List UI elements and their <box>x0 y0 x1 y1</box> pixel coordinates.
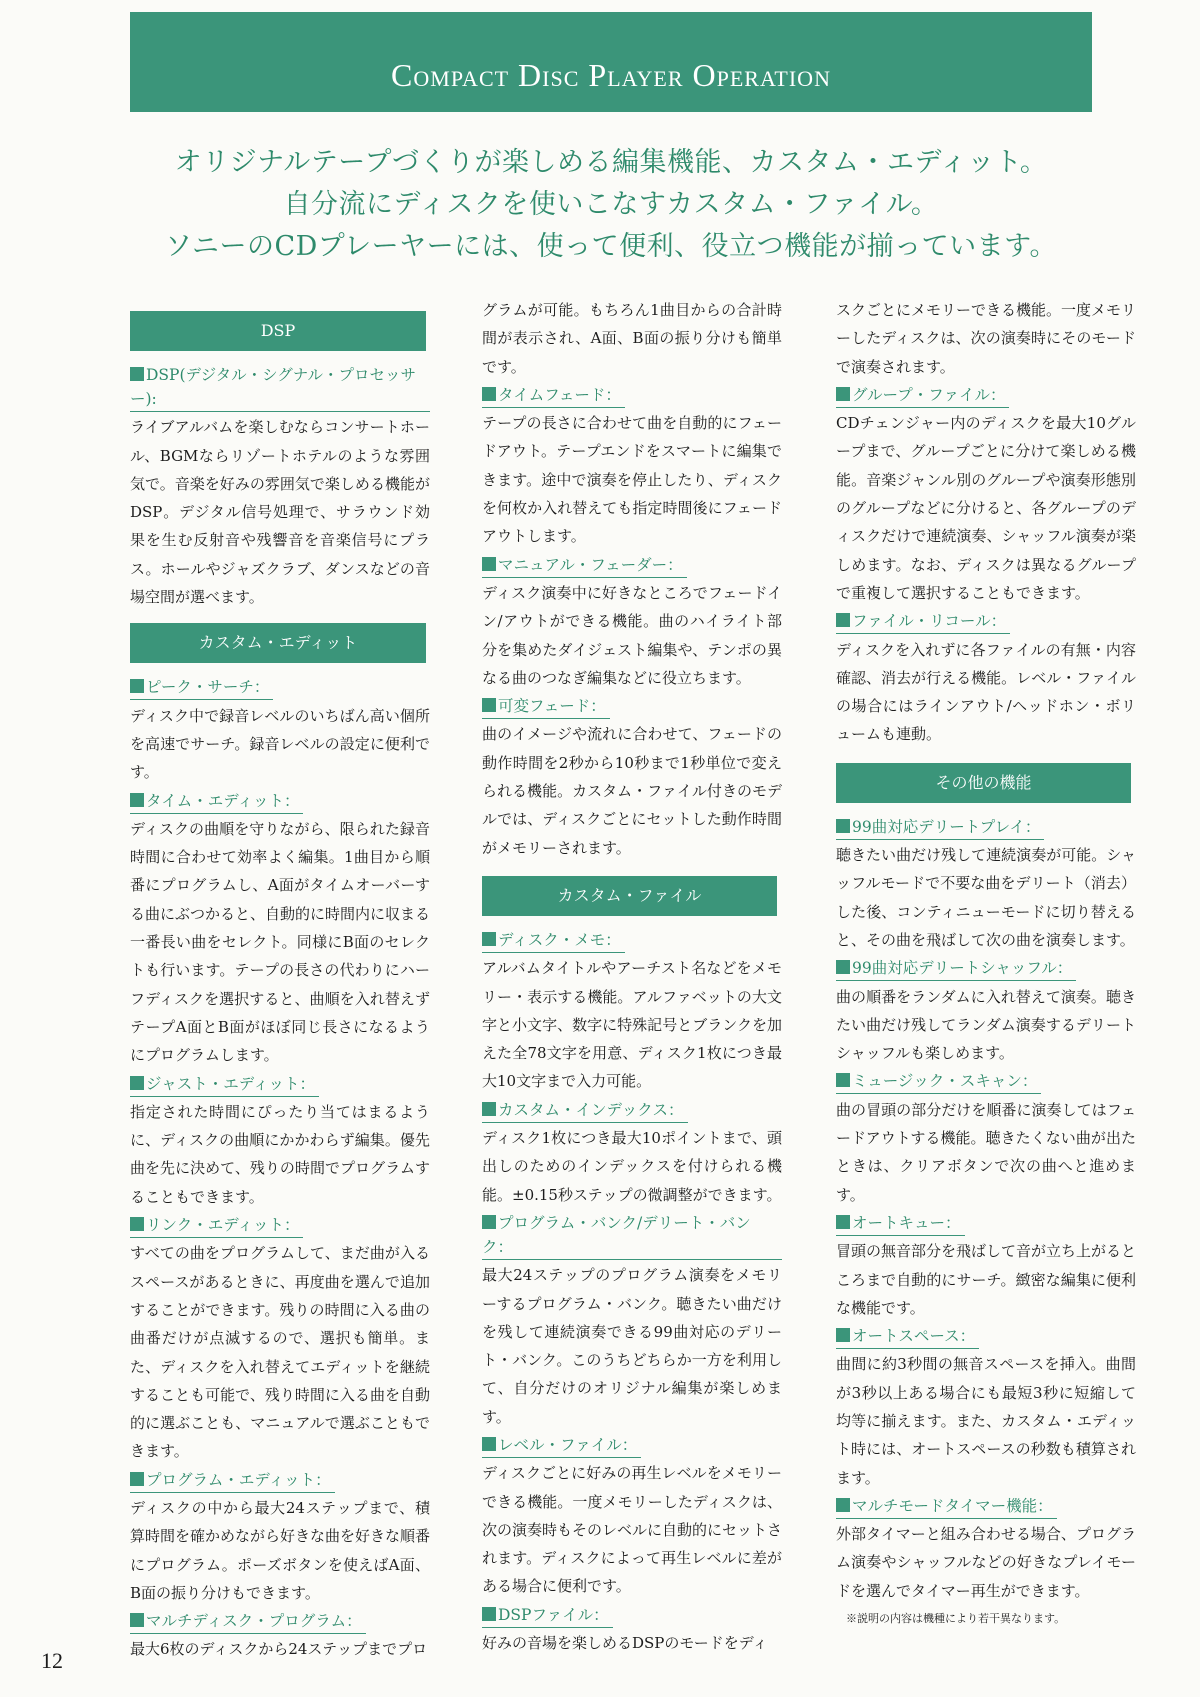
square-bullet-icon <box>482 557 496 571</box>
page-title: Compact Disc Player Operation <box>391 57 831 93</box>
feature-heading: マニュアル・フェーダー： <box>482 553 687 578</box>
feature-heading: カスタム・インデックス： <box>482 1098 688 1123</box>
feature-body: テープの長さに合わせて曲を自動的にフェードアウト。テープエンドをスマートに編集できます。途中で演奏を停止したり、ディスクを何枚か入れ替えても指定時間後にフェードアウトします。 <box>482 414 782 546</box>
feature-body: ディスク中で録音レベルのいちばん高い個所を高速でサーチ。録音レベルの設定に便利です。 <box>130 706 430 782</box>
lead-line: ソニーのCDプレーヤーには、使って便利、役立つ機能が揃っています。 <box>164 231 1058 262</box>
feature-body: 好みの音場を楽しめるDSPのモードをディ <box>482 1634 768 1653</box>
feature-body: 曲の順番をランダムに入れ替えて演奏。聴きたい曲だけ残してランダム演奏するデリートシャッフルも楽しめます。 <box>836 987 1136 1063</box>
column-2 <box>482 296 782 1657</box>
feature-body: 冒頭の無音部分を飛ばして音が立ち上がるところまで自動的にサーチ。緻密な編集に便利な機能です。 <box>836 1242 1137 1317</box>
feature-heading: DSP(デジタル・シグナル・プロセッサー): <box>130 363 430 412</box>
footnote: ※説明の内容は機種により若干異なります。 <box>846 1612 1066 1626</box>
section-header-other: その他の機能 <box>836 763 1131 803</box>
square-bullet-icon <box>482 932 496 946</box>
feature-heading: ミュージック・スキャン： <box>836 1069 1041 1094</box>
square-bullet-icon <box>130 679 144 693</box>
feature-heading: プログラム・バンク/デリート・バンク： <box>482 1211 782 1260</box>
column-1 <box>130 305 430 1664</box>
feature-heading: タイムフェード： <box>482 383 625 408</box>
feature-body: アルバムタイトルやアーチスト名などをメモリー・表示する機能。アルファベットの大文字と小文字、数字に特殊記号とブランクを加えた全78文字を用意、ディスク1枚につき最大10文字まで入力可能。 <box>482 959 782 1091</box>
square-bullet-icon <box>130 1472 144 1486</box>
square-bullet-icon <box>836 1498 850 1512</box>
square-bullet-icon <box>836 387 850 401</box>
square-bullet-icon <box>130 1217 144 1231</box>
feature-heading: ピーク・サーチ： <box>130 675 273 700</box>
feature-heading: マルチモードタイマー機能： <box>836 1494 1057 1519</box>
column-3 <box>836 296 1136 1629</box>
feature-heading: DSPファイル： <box>482 1603 613 1628</box>
square-bullet-icon <box>836 960 850 974</box>
feature-body: ディスク1枚につき最大10ポイントまで、頭出しのためのインデックスを付けられる機能。±0.15秒ステップの微調整ができます。 <box>482 1129 782 1204</box>
feature-body: 聴きたい曲だけ残して連続演奏が可能。シャッフルモードで不要な曲をデリート（消去）した後、コンティニューモードに切り替えると、その曲を飛ばして次の曲を演奏します。 <box>836 846 1136 949</box>
square-bullet-icon <box>482 1215 496 1229</box>
feature-body: CDチェンジャー内のディスクを最大10グループまで、グループごとに分けて楽しめる機能。音楽ジャンル別のグループや演奏形態別のグループなどに分けると、各グループのディスクだけで連続演奏、シャッフル演奏が楽しめます。なお、ディスクは異なるグループで重複して選択することもできます。 <box>836 414 1136 602</box>
square-bullet-icon <box>482 698 496 712</box>
square-bullet-icon <box>836 1328 850 1342</box>
feature-body: 外部タイマーと組み合わせる場合、プログラム演奏やシャッフルなどの好きなプレイモードを選んでタイマー再生ができます。 <box>836 1525 1136 1600</box>
feature-heading: グループ・ファイル： <box>836 383 1009 408</box>
square-bullet-icon <box>130 1076 144 1090</box>
feature-body: 曲間に約3秒間の無音スペースを挿入。曲間が3秒以上ある場合にも最短3秒に短縮して均等に揃えます。また、カスタム・エディット時には、オートスペースの秒数も積算されます。 <box>836 1355 1136 1487</box>
feature-body: ディスクごとに好みの再生レベルをメモリーできる機能。一度メモリーしたディスクは、次の演奏時もそのレベルに自動的にセットされます。ディスクによって再生レベルに差がある場合に便利です。 <box>482 1464 783 1596</box>
square-bullet-icon <box>482 1437 496 1451</box>
feature-heading: レベル・ファイル： <box>482 1433 641 1458</box>
feature-body: 指定された時間にぴったり当てはまるように、ディスクの曲順にかかわらず編集。優先曲を先に決めて、残りの時間でプログラムすることもできます。 <box>130 1102 430 1206</box>
square-bullet-icon <box>482 1607 496 1621</box>
section-header-custom-edit: カスタム・エディット <box>130 623 426 663</box>
square-bullet-icon <box>836 1073 850 1087</box>
feature-body: ディスク演奏中に好きなところでフェードイン/アウトができる機能。曲のハイライト部分を集めたダイジェスト編集や、テンポの異なる曲のつなぎ編集などに役立ちます。 <box>482 583 782 687</box>
feature-body: ディスクを入れずに各ファイルの有無・内容確認、消去が行える機能。レベル・ファイルの場合にはラインアウト/ヘッドホン・ボリュームも連動。 <box>836 640 1136 744</box>
feature-heading: 可変フェード： <box>482 694 610 719</box>
feature-body: 最大24ステップのプログラム演奏をメモリーするプログラム・バンク。聴きたい曲だけを残して連続演奏できる99曲対応のデリート・バンク。このうちどちらか一方を利用して、自分だけのオリジナル編集が楽しめます。 <box>482 1266 782 1426</box>
square-bullet-icon <box>130 1613 144 1627</box>
feature-heading: オートスペース： <box>836 1324 979 1349</box>
feature-heading: プログラム・エディット： <box>130 1468 335 1493</box>
square-bullet-icon <box>130 367 144 381</box>
section-header-dsp: DSP <box>130 311 426 351</box>
lead-line: オリジナルテープづくりが楽しめる編集機能、カスタム・エディット。 <box>174 147 1048 178</box>
feature-body: スクごとにメモリーできる機能。一度メモリーしたディスクは、次の演奏時にそのモードで演奏されます。 <box>836 301 1137 376</box>
title-banner <box>130 12 1092 112</box>
feature-body: 曲のイメージや流れに合わせて、フェードの動作時間を2秒から10秒まで1秒単位で変えられる機能。カスタム・ファイル付きのモデルでは、ディスクごとにセットした動作時間がメモリーされます。 <box>482 725 782 857</box>
feature-heading: オートキュー： <box>836 1211 965 1236</box>
feature-heading: マルチディスク・プログラム： <box>130 1609 366 1634</box>
feature-body: ライブアルバムを楽しむならコンサートホール、BGMならリゾートホテルのような雰囲気で。音楽を好みの雰囲気で楽しめる機能がDSP。デジタル信号処理で、サラウンド効果を生む反射音や残響音を音楽信号にプラス。ホールやジャズクラブ、ダンスなどの音場空間が選べます。 <box>130 418 430 607</box>
square-bullet-icon <box>130 793 144 807</box>
feature-heading: ファイル・リコール： <box>836 609 1010 634</box>
section-header-custom-file: カスタム・ファイル <box>482 876 777 916</box>
feature-heading: ディスク・メモ： <box>482 928 625 953</box>
feature-body: 曲の冒頭の部分だけを順番に演奏してはフェードアウトする機能。聴きたくない曲が出たときは、クリアボタンで次の曲へと進めます。 <box>836 1100 1136 1204</box>
feature-heading: タイム・エディット： <box>130 789 303 814</box>
feature-body: ディスクの曲順を守りながら、限られた録音時間に合わせて効率よく編集。1曲目から順番にプログラムし、A面がタイムオーバーする曲にぶつかると、自動的に時間内に収まる一番長い曲をセレクト。同様にB面のセレクトも行います。テープの長さの代わりにハーフディスクを選択すると、曲順を入れ替えずテープA面とB面がほぼ同じ長さになるようにプログラムします。 <box>130 819 431 1065</box>
feature-body: ディスクの中から最大24ステップまで、積算時間を確かめながら好きな曲を好きな順番にプログラム。ポーズボタンを使えばA面、B面の振り分けもできます。 <box>130 1498 431 1602</box>
feature-body: 最大6枚のディスクから24ステップまでプロ <box>130 1640 428 1659</box>
square-bullet-icon <box>482 387 496 401</box>
lead-copy <box>130 142 1092 268</box>
square-bullet-icon <box>836 613 850 627</box>
square-bullet-icon <box>836 819 850 833</box>
feature-heading: 99曲対応デリートシャッフル： <box>836 956 1076 981</box>
feature-body: すべての曲をプログラムして、まだ曲が入るスペースがあるときに、再度曲を選んで追加することができます。残りの時間に入る曲の曲番だけが点滅するので、選択も簡単。また、ディスクを入れ替えてエディットを継続することも可能で、残り時間に入る曲を自動的に選ぶことも、マニュアルで選ぶこともできます。 <box>130 1244 430 1461</box>
lead-line: 自分流にディスクを使いこなすカスタム・ファイル。 <box>283 189 939 220</box>
square-bullet-icon <box>482 1102 496 1116</box>
feature-heading: ジャスト・エディット： <box>130 1072 319 1097</box>
square-bullet-icon <box>836 1215 850 1229</box>
feature-heading: 99曲対応デリートプレイ： <box>836 815 1044 840</box>
feature-body: グラムが可能。もちろん1曲目からの合計時間が表示され、A面、B面の振り分けも簡単です。 <box>482 301 782 376</box>
feature-heading: リンク・エディット： <box>130 1213 303 1238</box>
page-number: 12 <box>41 1648 63 1673</box>
